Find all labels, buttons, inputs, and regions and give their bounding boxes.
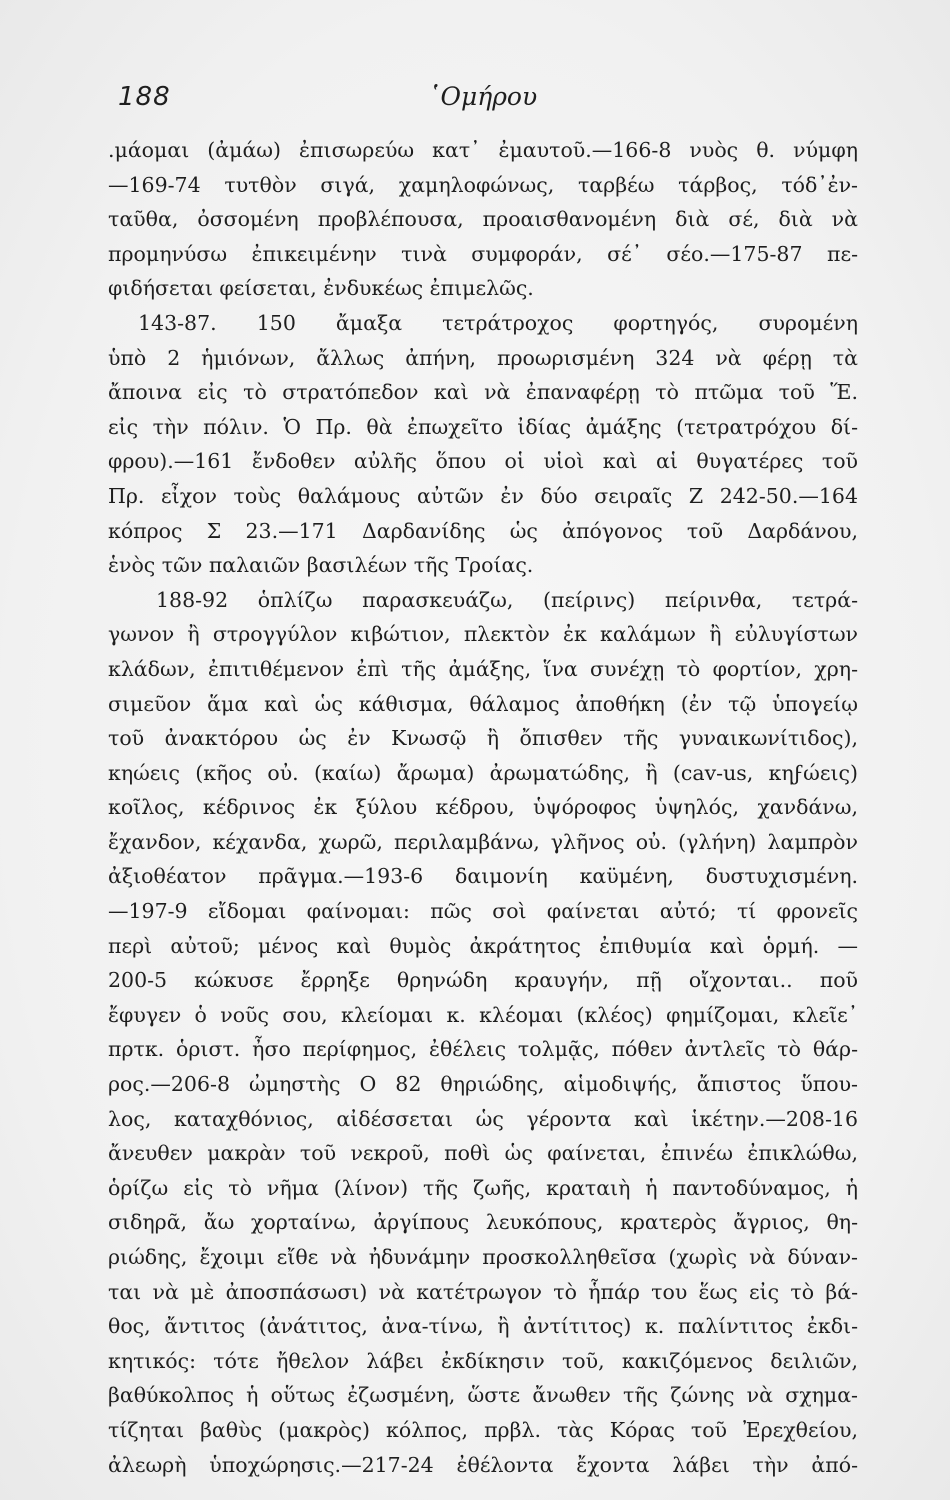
text-line: 200-5 κώκυσε ἔρρηξε θρηνώδη κραυγήν, πῇ οἴχονται.. ποῦ bbox=[108, 968, 858, 993]
text-line: ἑνὸς τῶν παλαιῶν βασιλέων τῆς Τροίας. bbox=[108, 553, 534, 578]
text-line: ριώδης, ἔχοιμι εἴθε νὰ ἠδυνάμην προσκολληθεῖσα (χωρὶς νὰ δύναν- bbox=[108, 1245, 858, 1269]
text-line: ρος.—206-8 ὠμηστὴς Ο 82 θηριώδης, αἱμοδιψής, ἄπιστος ὕπου- bbox=[108, 1072, 858, 1097]
text-line: προμηνύσω ἐπικειμένην τινὰ συμφοράν, σέ᾽ σέο.—175-87 πε- bbox=[108, 241, 858, 266]
text-line: σιδηρᾶ, ἄω χορταίνω, ἀργίπους λευκόπους, κρατερὸς ἄγριος, θη- bbox=[108, 1210, 858, 1235]
text-line: κόπρος Σ 23.—171 Δαρδανίδης ὡς ἀπόγονος τοῦ Δαρδάνου, bbox=[108, 518, 858, 543]
text-line: ἔχανδον, κέχανδα, χωρῶ, περιλαμβάνω, γλῆνος οὐ. (γλήνη) λαμπρὸν bbox=[108, 829, 858, 854]
text-line: 188-92 ὁπλίζω παρασκευάζω, (πείρινς) πείρινθα, τετρά- bbox=[156, 587, 858, 612]
text-line: σιμεῦον ἅμα καὶ ὡς κάθισμα, θάλαμος ἀποθήκη (ἐν τῷ ὑπογείῳ bbox=[108, 691, 858, 716]
text-line: κηώεις (κῆος οὐ. (καίω) ἄρωμα) ἀρωματώδης, ἢ (cav-us, κηϝώεις) bbox=[108, 760, 858, 785]
running-title: ῾Ομήρου bbox=[428, 82, 538, 111]
text-line: ἄνευθεν μακρὰν τοῦ νεκροῦ, ποθὶ ὡς φαίνεται, ἐπινέω ἐπικλώθω, bbox=[108, 1141, 858, 1166]
text-line: γωνον ἢ στρογγύλον κιβώτιον, πλεκτὸν ἐκ καλάμων ἢ εὐλυγίστων bbox=[108, 622, 858, 647]
text-line: περὶ αὐτοῦ; μένος καὶ θυμὸς ἀκράτητος ἐπιθυμία καὶ ὁρμή. — bbox=[108, 933, 858, 958]
text-line: κλάδων, ἐπιτιθέμενον ἐπὶ τῆς ἀμάξης, ἵνα συνέχῃ τὸ φορτίον, χρη- bbox=[108, 656, 858, 681]
text-line: βαθύκολπος ἡ οὕτως ἐζωσμένη, ὥστε ἄνωθεν τῆς ζώνης νὰ σχημα- bbox=[108, 1383, 858, 1408]
text-line: κοῖλος, κέδρινος ἐκ ξύλου κέδρου, ὑψόροφος ὑψηλός, χανδάνω, bbox=[108, 795, 858, 820]
text-line: ὁρίζω εἰς τὸ νῆμα (λίνον) τῆς ζωῆς, κραταιὴ ἡ παντοδύναμος, ἡ bbox=[108, 1175, 858, 1200]
text-line: λος, καταχθόνιος, αἰδέσσεται ὡς γέροντα καὶ ἱκέτην.—208-16 bbox=[108, 1106, 858, 1131]
text-line: πρτκ. ὁριστ. ἦσο περίφημος, ἐθέλεις τολμᾷς, πόθεν ἀντλεῖς τὸ θάρ- bbox=[108, 1037, 858, 1062]
text-line: κητικός: τότε ἤθελον λάβει ἐκδίκησιν τοῦ, κακιζόμενος δειλιῶν, bbox=[108, 1348, 858, 1373]
text-line: ὑπὸ 2 ἡμιόνων, ἄλλως ἀπήνη, προωρισμένη 324 νὰ φέρῃ τὰ bbox=[108, 345, 858, 370]
text-line: ται νὰ μὲ ἀποσπάσωσι) νὰ κατέτρωγον τὸ ἧπάρ του ἕως εἰς τὸ βά- bbox=[108, 1279, 858, 1304]
text-line: ἔφυγεν ὁ νοῦς σου, κλείομαι κ. κλέομαι (κλέος) φημίζομαι, κλεῖε᾽ bbox=[108, 1002, 858, 1027]
commentary-text bbox=[108, 133, 858, 1482]
page-header bbox=[110, 82, 850, 122]
text-line: ἀλεωρὴ ὑποχώρησις.—217-24 ἐθέλοντα ἔχοντα λάβει τὴν ἀπό- bbox=[108, 1452, 858, 1477]
text-line: ἄποινα εἰς τὸ στρατόπεδον καὶ νὰ ἐπαναφέρῃ τὸ πτῶμα τοῦ Ἕ. bbox=[108, 380, 858, 405]
text-line: ἀξιοθέατον πρᾶγμα.—193-6 δαιμονίη καϋμένη, δυστυχισμένη. bbox=[108, 864, 858, 889]
page-number: 188 bbox=[118, 82, 171, 112]
text-line: φιδήσεται φείσεται, ἐνδυκέως ἐπιμελῶς. bbox=[108, 276, 534, 301]
text-line: ταῦθα, ὀσσομένη προβλέπουσα, προαισθανομένη διὰ σέ, διὰ νὰ bbox=[108, 207, 858, 232]
text-line: —197-9 εἴδομαι φαίνομαι: πῶς σοὶ φαίνεται αὐτό; τί φρονεῖς bbox=[108, 899, 858, 924]
section-heading-line: 143-87. 150 ἄμαξα τετράτροχος φορτηγός, συρομένη bbox=[138, 310, 858, 335]
text-line: —169-74 τυτθὸν σιγά, χαμηλοφώνως, ταρβέω τάρβος, τόδ᾽ἐν- bbox=[108, 172, 858, 197]
text-line: .μάομαι (ἀμάω) ἐπισωρεύω κατ᾽ ἐμαυτοῦ.—166-8 νυὸς θ. νύμφη bbox=[108, 138, 858, 162]
text-line: φρου).—161 ἔνδοθεν αὐλῆς ὅπου οἱ υἱοὶ καὶ αἱ θυγατέρες τοῦ bbox=[108, 449, 858, 474]
text-line: εἰς τὴν πόλιν. Ὁ Πρ. θὰ ἐπωχεῖτο ἰδίας ἀμάξης (τετρατρόχου δί- bbox=[108, 414, 858, 439]
text-line: τίζηται βαθὺς (μακρὸς) κόλπος, πρβλ. τὰς Κόρας τοῦ Ἐρεχθείου, bbox=[108, 1417, 858, 1442]
text-line: Πρ. εἶχον τοὺς θαλάμους αὐτῶν ἐν δύο σειραῖς Ζ 242-50.—164 bbox=[108, 483, 858, 508]
text-line: θος, ἄντιτος (ἀνάτιτος, ἀνα-τίνω, ἢ ἀντίτιτος) κ. παλίντιτος ἐκδι- bbox=[108, 1314, 858, 1339]
text-line: τοῦ ἀνακτόρου ὡς ἐν Κνωσῷ ἢ ὄπισθεν τῆς γυναικωνίτιδος), bbox=[108, 726, 858, 751]
